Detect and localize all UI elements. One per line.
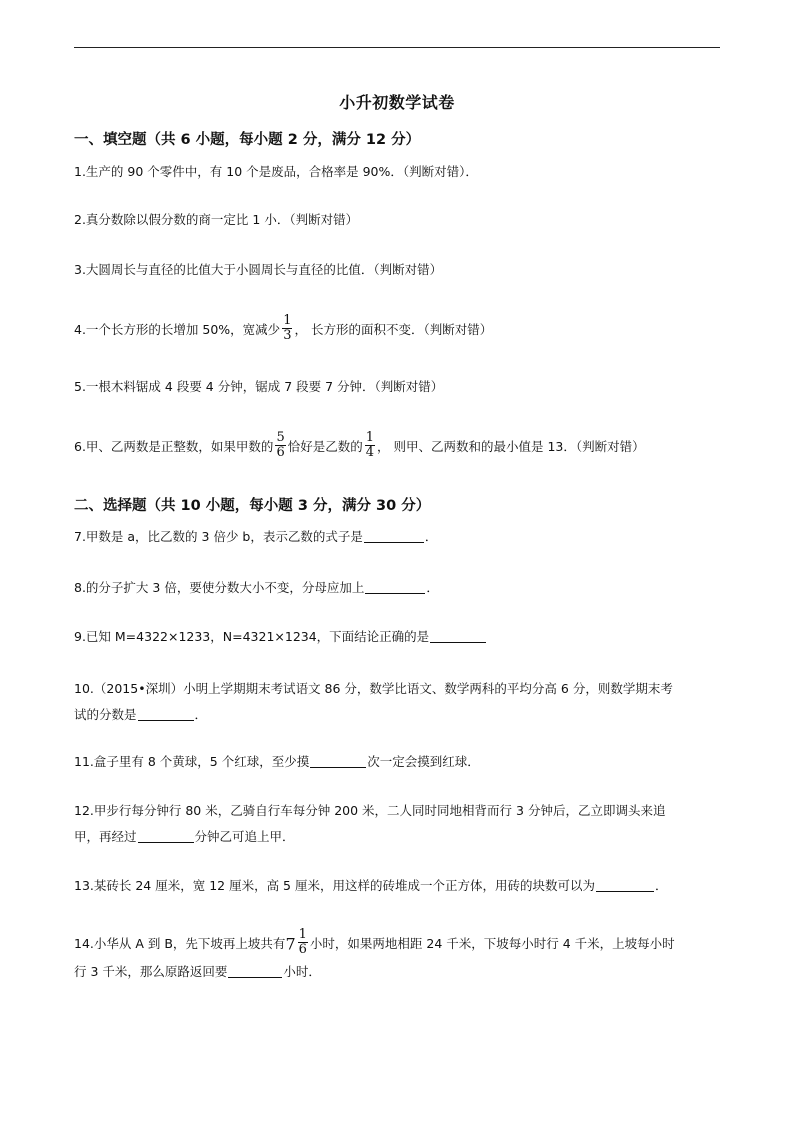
answer-blank[interactable] (138, 841, 194, 843)
question-8: 8.的分子扩大 3 倍，要使分数大小不变，分母应加上 ． (74, 580, 439, 595)
question-6-text-a: 6.甲、乙两数是正整数，如果甲数的 (74, 439, 274, 454)
fraction-one-third: $\frac{1}{3}$ (283, 313, 292, 343)
fraction-one-quarter: $\frac{1}{4}$ (365, 430, 375, 460)
question-2: 2.真分数除以假分数的商一定比 1 小．（判断对错） (74, 212, 359, 227)
page-title: 小升初数学试卷 (339, 93, 455, 112)
question-5: 5.一根木料锯成 4 段要 4 分钟，锯成 7 段要 7 分钟．（判断对错） (74, 379, 444, 394)
question-6 (74, 430, 722, 462)
question-9: 9.已知 M=4322×1233，N=4321×1234，下面结论正确的是 (74, 624, 722, 650)
answer-blank[interactable] (596, 890, 654, 892)
fraction-one-sixth: $\frac{1}{6}$ (298, 927, 307, 957)
answer-blank[interactable] (228, 976, 282, 978)
question-6-text-b: 恰好是乙数的 (287, 439, 363, 454)
question-6-text-c: ， 则甲、乙两数和的最小值是 13．（判断对错） (377, 439, 645, 454)
header-rule (74, 47, 720, 48)
answer-blank[interactable] (364, 541, 424, 543)
question-4-text-a: 4.一个长方形的长增加 50%，宽减少 (74, 322, 281, 337)
question-13: 13.某砖长 24 厘米，宽 12 厘米，高 5 厘米，用这样的砖堆成一个正方体，用砖的块数可以为 ． (74, 878, 668, 893)
answer-blank[interactable] (138, 719, 194, 721)
question-11: 11.盒子里有 8 个黄球，5 个红球，至少摸 次一定会摸到红球． (74, 754, 480, 769)
answer-blank[interactable] (430, 641, 486, 643)
question-1: 1.生产的 90 个零件中，有 10 个是废品，合格率是 90%．（判断对错）． (74, 164, 478, 179)
fraction-five-sixths: $\frac{5}{6}$ (276, 430, 285, 460)
question-12: 12.甲步行每分钟行 80 米，乙骑自行车每分钟 200 米，二人同时同地相背而行 3 分钟后，乙立即调头来追 甲，再经过 分钟乙可追上甲． (74, 803, 666, 844)
section-heading-fill-in: 一、填空题（共 6 小题，每小题 2 分，满分 12 分） (74, 132, 421, 148)
question-14: 14.小华从 A 到 B，先下坡再上坡共有7 $\frac{1}{6}$ 小时，如果两地相距 24 千米，下坡每小时行 4 千米，上坡每小时 行 3 千米，那么原路返回要 小时． (74, 927, 675, 979)
mixed-number-whole: 7 (285, 934, 296, 954)
question-4 (74, 313, 722, 345)
question-7: 7.甲数是 a，比乙数的 3 倍少 b，表示乙数的式子是 ． (74, 529, 438, 544)
question-10: 10.（2015•深圳）小明上学期期末考试语文 86 分，数学比语文、数学两科的平均分高 6 分，则数学期末考 试的分数是 ． (74, 681, 673, 722)
answer-blank[interactable] (365, 592, 425, 594)
answer-blank[interactable] (310, 766, 366, 768)
section-heading-choice: 二、选择题（共 10 小题，每小题 3 分，满分 30 分） (74, 498, 431, 514)
question-4-text-b: ， 长方形的面积不变．（判断对错） (294, 322, 493, 337)
question-3: 3.大圆周长与直径的比值大于小圆周长与直径的比值．（判断对错） (74, 262, 443, 277)
